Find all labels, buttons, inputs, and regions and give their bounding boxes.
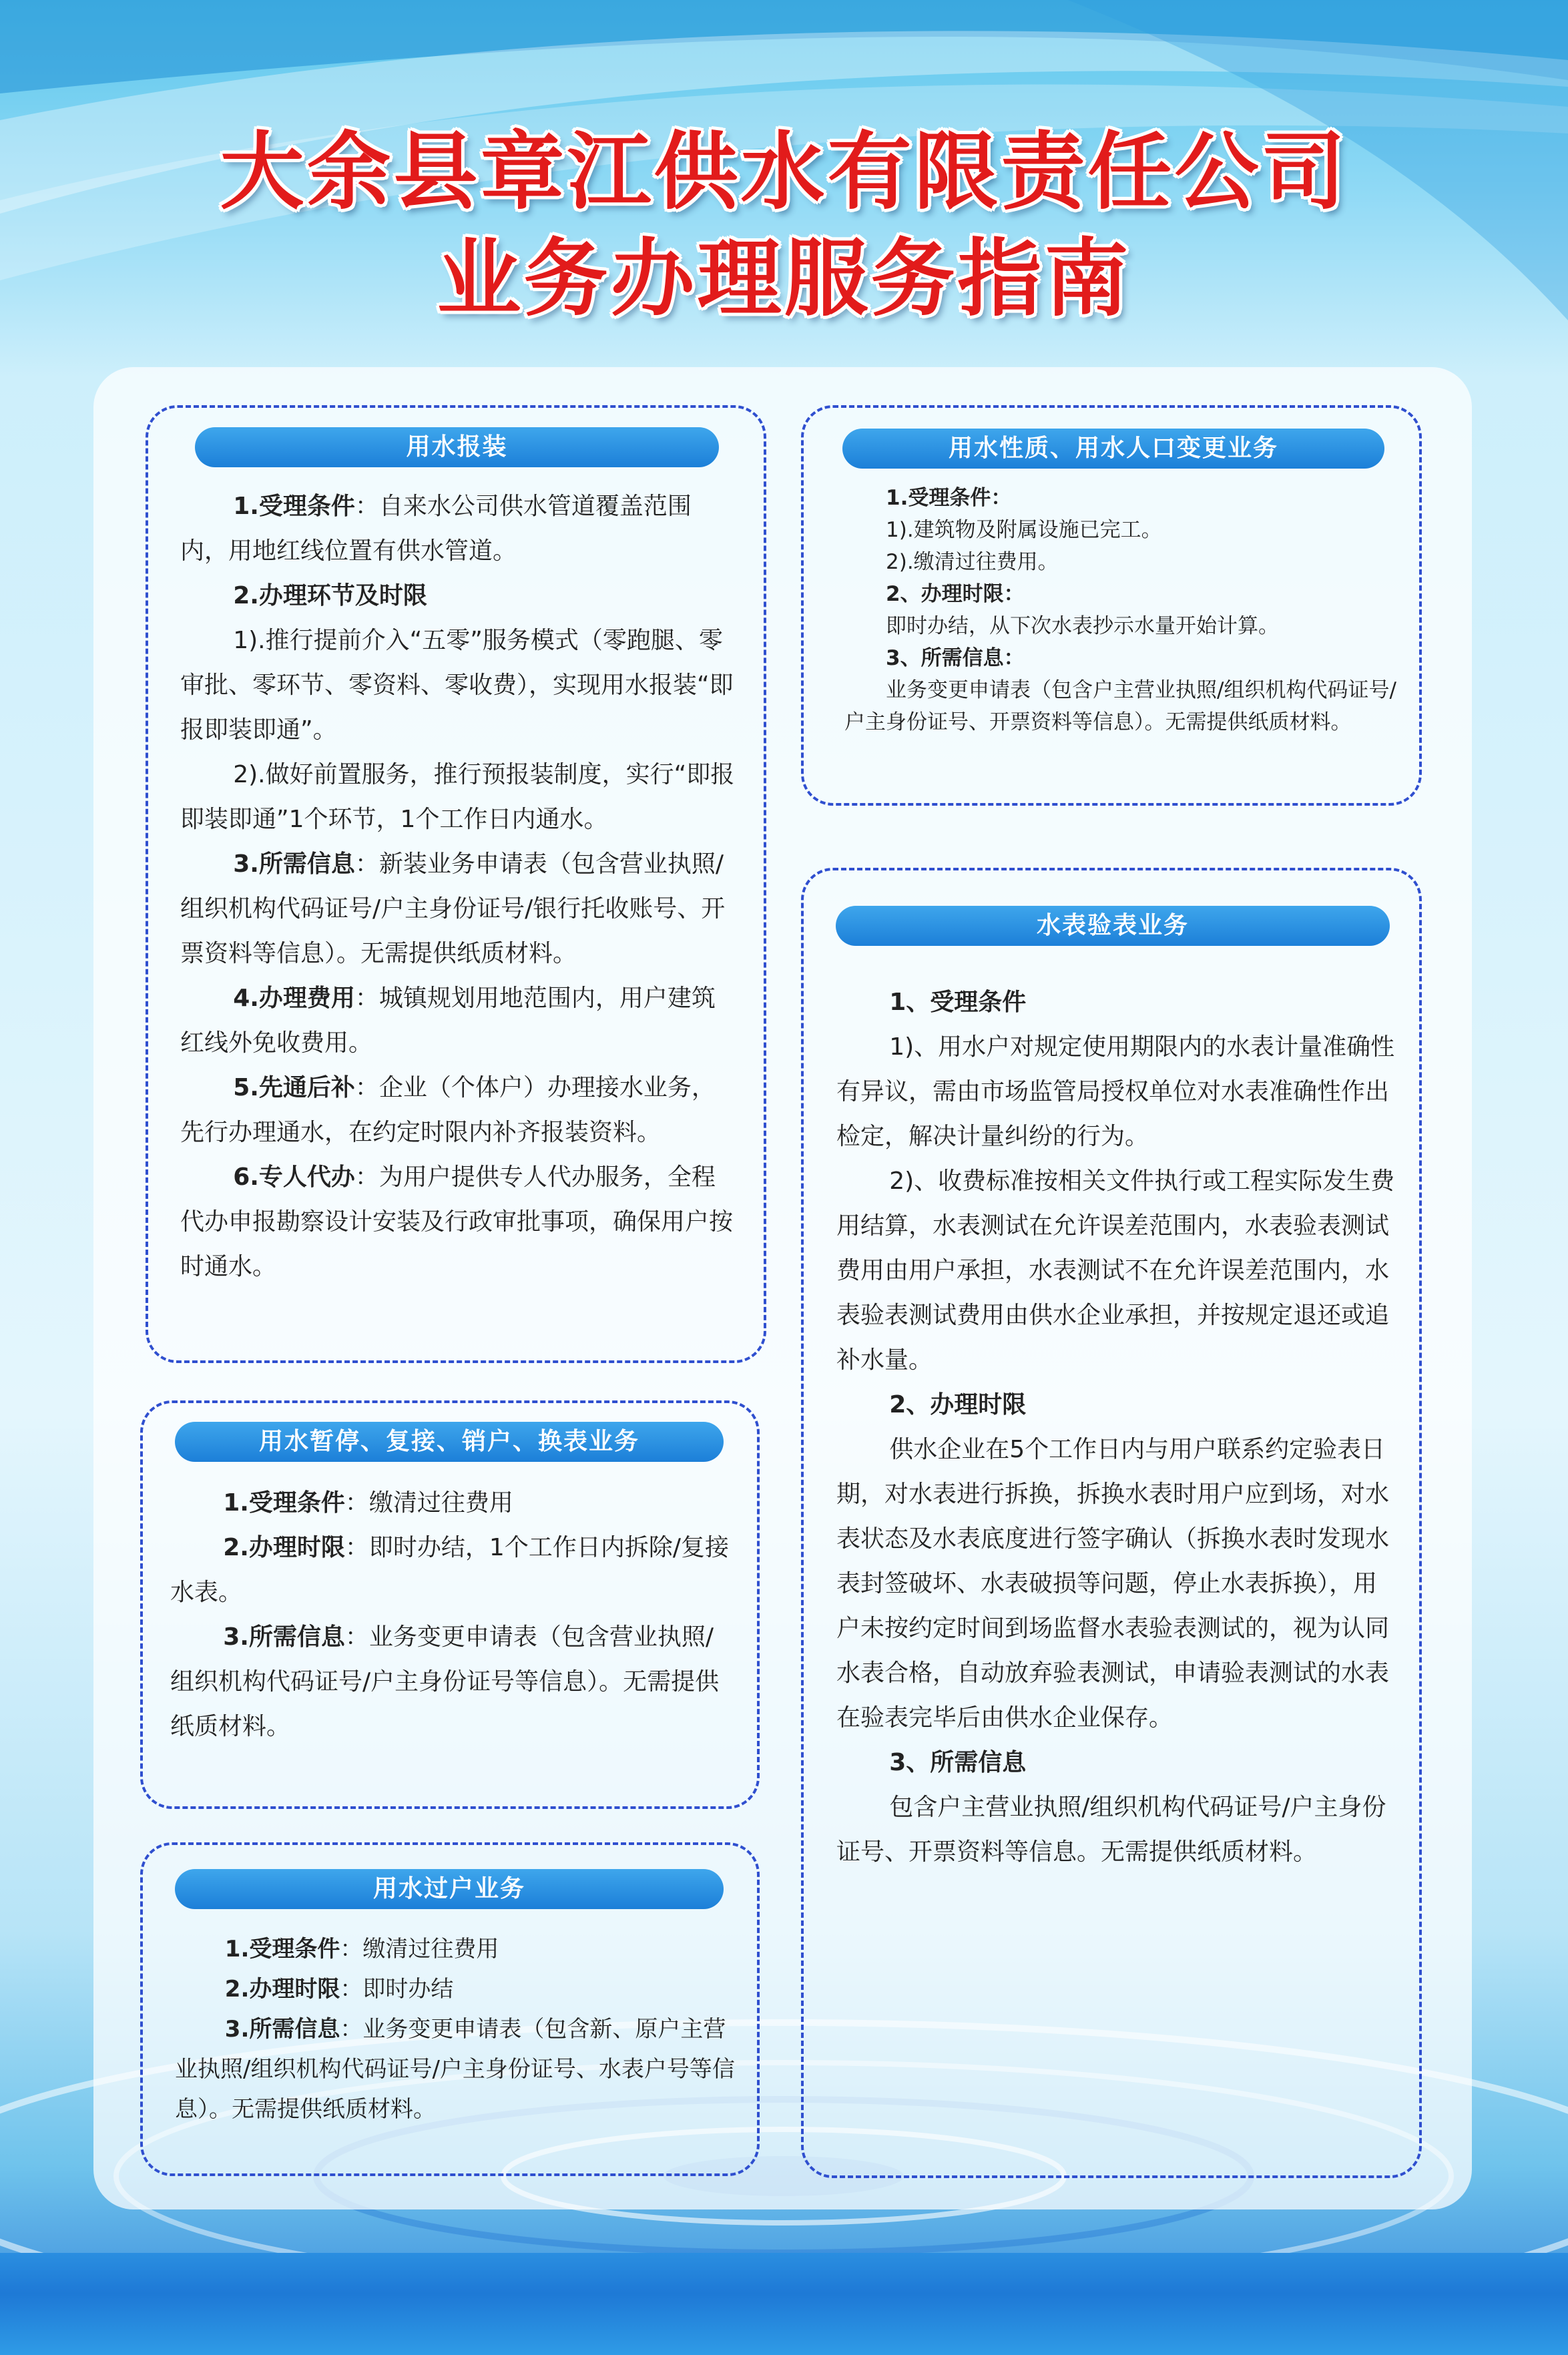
transfer-s2-label: 2.办理时限 bbox=[224, 1976, 340, 2003]
install-s3-label: 3.所需信息 bbox=[233, 850, 355, 878]
card-body-usage-change bbox=[844, 482, 1398, 738]
install-s6-text: ：为用户提供专人代办服务，全程代办申报勘察设计安装及行政审批事项，确保用户按时通水。 bbox=[180, 1163, 734, 1280]
suspend-s3-text: ：业务变更申请表（包含营业执照/组织机构代码证号/户主身份证号等信息）。无需提供纸质材料。 bbox=[170, 1623, 720, 1740]
suspend-s2-label: 2.办理时限 bbox=[223, 1534, 345, 1561]
card-title-account-transfer: 用水过户业务 bbox=[175, 1869, 724, 1909]
card-body-meter-verification bbox=[836, 980, 1397, 1874]
suspend-s3-label: 3.所需信息 bbox=[223, 1623, 345, 1651]
install-s6-label: 6.专人代办 bbox=[233, 1163, 355, 1191]
meter-s1-label: 1、受理条件 bbox=[889, 989, 1027, 1016]
suspend-s1-label: 1.受理条件 bbox=[223, 1489, 345, 1517]
nature-s1-label: 1.受理条件： bbox=[886, 486, 1012, 510]
install-s1-label: 1.受理条件 bbox=[233, 493, 355, 520]
install-s1-text: ：自来水公司供水管道覆盖范围内，用地红线位置有供水管道。 bbox=[180, 493, 692, 565]
meter-s1-p2: 2)、收费标准按相关文件执行或工程实际发生费用结算，水表测试在允许误差范围内，水表验表测试费用由用户承担，水表测试不在允许误差范围内，水表验表测试费用由供水企业承担，并按规定退还或追补水量。 bbox=[836, 1167, 1395, 1374]
install-s5-label: 5.先通后补 bbox=[233, 1074, 355, 1101]
nature-s2-label: 2、办理时限： bbox=[886, 582, 1025, 606]
install-s5-text: ：企业（个体户）办理接水业务，先行办理通水，在约定时限内补齐报装资料。 bbox=[180, 1074, 716, 1146]
card-title-meter-verification: 水表验表业务 bbox=[836, 906, 1390, 946]
meter-s2-text: 供水企业在5个工作日内与用户联系约定验表日期，对水表进行拆换，拆换水表时用户应到场，对水表状态及水表底度进行签字确认（拆换水表时发现水表封签破坏、水表破损等问题，停止水表拆换），用户未按约定时间到场监督水表验表测试的，视为认同水表合格，自动放弃验表测试，申请验表测试的水表在验表完毕后由供水企业保存。 bbox=[836, 1436, 1390, 1732]
transfer-s3-label: 3.所需信息 bbox=[224, 2016, 340, 2043]
transfer-s1-label: 1.受理条件 bbox=[224, 1936, 340, 1962]
transfer-s2-text: ：即时办结 bbox=[340, 1976, 454, 2003]
suspend-s1-text: ：缴清过往费用 bbox=[344, 1489, 513, 1517]
suspend-s2-text: ：即时办结，1个工作日内拆除/复接水表。 bbox=[170, 1534, 729, 1606]
page-title: 大余县章江供水有限责任公司 bbox=[220, 123, 1348, 221]
nature-s1-l2: 2).缴清过往费用。 bbox=[886, 550, 1059, 574]
nature-s2-text: 即时办结，从下次水表抄示水量开始计算。 bbox=[886, 614, 1279, 638]
card-body-account-transfer bbox=[175, 1929, 736, 2129]
page-subtitle: 业务办理服务指南 bbox=[437, 230, 1131, 328]
meter-s3-label: 3、所需信息 bbox=[889, 1749, 1027, 1776]
nature-s1-l1: 1).建筑物及附属设施已完工。 bbox=[886, 518, 1162, 542]
install-s4-text: ：城镇规划用地范围内，用户建筑红线外免收费用。 bbox=[180, 985, 716, 1057]
install-s4-label: 4.办理费用 bbox=[233, 985, 355, 1012]
card-title-usage-change: 用水性质、用水人口变更业务 bbox=[842, 429, 1384, 469]
card-title-water-installation: 用水报装 bbox=[195, 427, 719, 467]
card-title-suspend-reconnect: 用水暂停、复接、销户、换表业务 bbox=[175, 1422, 724, 1462]
card-body-water-installation bbox=[180, 484, 738, 1289]
meter-s1-p1: 1)、用水户对规定使用期限内的水表计量准确性有异议，需由市场监管局授权单位对水表准确性作出检定，解决计量纠纷的行为。 bbox=[836, 1033, 1395, 1150]
meter-s3-text: 包含户主营业执照/组织机构代码证号/户主身份证号、开票资料等信息。无需提供纸质材料。 bbox=[836, 1794, 1386, 1866]
nature-s3-text: 业务变更申请表（包含户主营业执照/组织机构代码证号/户主身份证号、开票资料等信息）。无需提供纸质材料。 bbox=[844, 678, 1396, 734]
install-s2-p2: 2).做好前置服务，推行预报装制度，实行“即报即装即通”1个环节，1个工作日内通水。 bbox=[180, 761, 735, 833]
bottom-water-band bbox=[0, 2253, 1568, 2355]
transfer-s3-text: ：业务变更申请表（包含新、原户主营业执照/组织机构代码证号/户主身份证号、水表户号等信息）。无需提供纸质材料。 bbox=[175, 2016, 735, 2123]
nature-s3-label: 3、所需信息： bbox=[886, 646, 1025, 670]
transfer-s1-text: ：缴清过往费用 bbox=[340, 1936, 499, 1962]
install-s3-text: ：新装业务申请表（包含营业执照/组织机构代码证号/户主身份证号/银行托收账号、开票资料等信息）。无需提供纸质材料。 bbox=[180, 850, 726, 967]
install-s2-p1: 1).推行提前介入“五零”服务模式（零跑腿、零审批、零环节、零资料、零收费），实现用水报装“即报即装即通”。 bbox=[180, 627, 734, 744]
card-body-suspend-reconnect bbox=[170, 1481, 738, 1749]
install-s2-label: 2.办理环节及时限 bbox=[233, 582, 427, 609]
meter-s2-label: 2、办理时限 bbox=[889, 1391, 1027, 1418]
